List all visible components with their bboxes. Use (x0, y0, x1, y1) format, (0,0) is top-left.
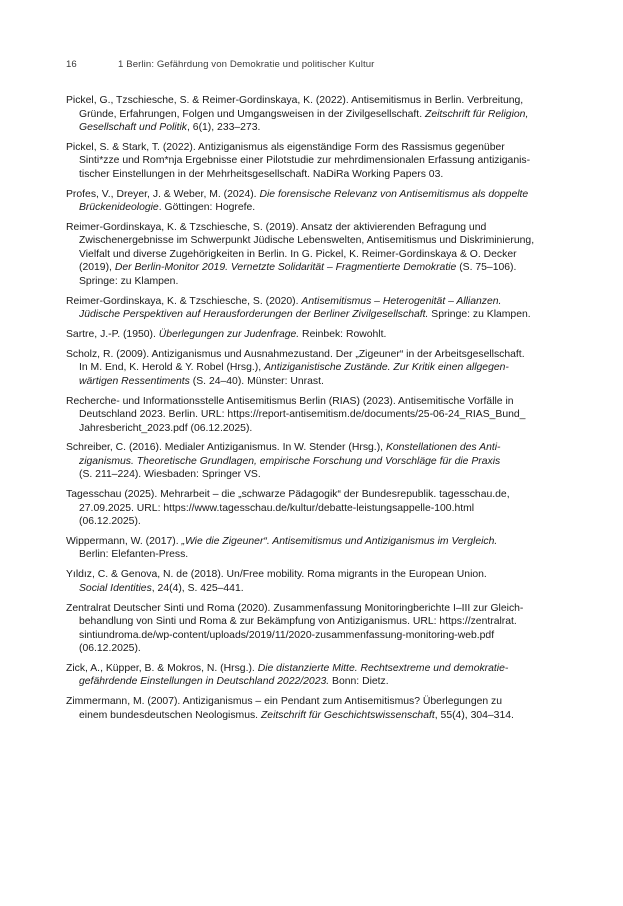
reference-text: Jahresbericht_2023.pdf (06.12.2025). (79, 422, 253, 434)
reference-text: Pickel, S. & Stark, T. (2022). Antiziganismus als eigenständige Form des Rassismus gegenüber (66, 141, 505, 153)
reference-italic-text: Zeitschrift für Religion, (424, 108, 529, 120)
reference-italic-text: Konstellationen des Anti- (385, 442, 501, 454)
reference-italic-text: Antisemitismus – Heterogenität – Allianzen. (301, 295, 502, 307)
reference-italic-text: Social Identities (79, 582, 152, 594)
reference-text: 27.09.2025. URL: https://www.tagesschau.de/kultur/debatte-leistungsappelle-100.html (79, 502, 475, 514)
reference-entry (66, 695, 560, 722)
reference-text: Sartre, J.-P. (1950). (66, 328, 159, 340)
reference-text: (S. 211–224). Wiesbaden: Springer VS. (79, 469, 261, 481)
reference-entry (66, 441, 560, 482)
reference-italic-text: ziganismus. Theoretische Grundlagen, empirische Forschung und Vorschläge für die Praxis (79, 455, 501, 467)
reference-text: Reimer-Gordinskaya, K. & Tzschiesche, S. (2019). Ansatz der aktivierenden Befragung und (66, 221, 487, 233)
reference-text: Sinti*zze und Rom*nja Ergebnisse einer Pilotstudie zur mehrdimensionalen Erfassung antiziganis- (79, 155, 531, 167)
reference-italic-text: Die distanzierte Mitte. Rechtsextreme und demokratie- (257, 662, 509, 674)
reference-entry (66, 295, 560, 322)
reference-text: Zimmermann, M. (2007). Antiziganismus – ein Pendant zum Antisemitismus? Überlegungen zu (66, 696, 503, 708)
reference-text: Zentralrat Deutscher Sinti und Roma (2020). Zusammenfassung Monitoringberichte I–III zur Gleich- (66, 602, 524, 614)
reference-text: Gründe, Erfahrungen, Folgen und Umgangsweisen in der Zivilgesellschaft. (79, 108, 425, 120)
reference-text: Vielfalt und diverse Zugehörigkeiten in Berlin. In G. Pickel, K. Reimer-Gordinskaya & O. Decker (79, 248, 517, 260)
reference-text: Recherche- und Informationsstelle Antisemitismus Berlin (RIAS) (2023). Antisemitische Vorfälle in (66, 395, 514, 407)
reference-text: (06.12.2025). (79, 643, 141, 655)
reference-italic-text: Brückenideologie (79, 202, 159, 214)
reference-text: Zwischenergebnisse im Schwerpunkt Jüdische Lebenswelten, Antisemitismus und Diskriminierung, (79, 235, 535, 247)
reference-text: Springe: zu Klampen. (428, 309, 531, 321)
reference-text: (S. 75–106). (456, 262, 517, 274)
reference-italic-text: Jüdische Perspektiven auf Herausforderungen der Berliner Zivilgesellschaft. (79, 309, 429, 321)
reference-italic-text: gefährdende Einstellungen in Deutschland 2022/2023. (79, 676, 330, 688)
reference-text: Tagesschau (2025). Mehrarbeit – die „schwarze Pädagogik“ der Bundesrepublik. tagesschau.de, (66, 489, 510, 501)
reference-text: Wippermann, W. (2017). (66, 535, 182, 547)
reference-text: , 6(1), 233–273. (187, 122, 261, 133)
reference-text: , 55(4), 304–314. (434, 709, 514, 721)
reference-italic-text: Überlegungen zur Judenfrage. (158, 328, 300, 340)
reference-text: Profes, V., Dreyer, J. & Weber, M. (2024). (66, 188, 260, 200)
reference-text: Deutschland 2023. Berlin. URL: https://report-antisemitism.de/documents/25-06-24_RIAS_Bund_ (79, 409, 526, 421)
reference-text: Zick, A., Küpper, B. & Mokros, N. (Hrsg.). (66, 662, 258, 674)
reference-entry (66, 188, 560, 215)
reference-entry (66, 395, 560, 436)
reference-entry (66, 488, 560, 529)
reference-entry (66, 662, 560, 689)
reference-text: einem bundesdeutschen Neologismus. (79, 709, 261, 721)
reference-text: sintiundroma.de/wp-content/uploads/2019/11/2020-zusammenfassung-monitoring-web.pdf (79, 629, 495, 641)
reference-text: Reimer-Gordinskaya, K. & Tzschiesche, S. (2020). (66, 295, 302, 307)
page-number: 16 (66, 59, 77, 70)
reference-text: (2019), (79, 262, 115, 274)
reference-text: (06.12.2025). (79, 516, 141, 528)
reference-text: Pickel, G., Tzschiesche, S. & Reimer-Gordinskaya, K. (2022). Antisemitismus in Berlin. Verbreitung, (66, 95, 524, 106)
reference-italic-text: wärtigen Ressentiments (79, 375, 190, 387)
reference-text: In M. End, K. Herold & Y. Robel (Hrsg.), (79, 362, 264, 374)
reference-text: Springe: zu Klampen. (79, 275, 179, 287)
reference-entry (66, 535, 560, 562)
reference-italic-text: Der Berlin-Monitor 2019. Vernetzte Solidarität – Fragmentierte Demokratie (114, 262, 457, 274)
reference-entry (66, 328, 560, 342)
reference-text: . Göttingen: Hogrefe. (158, 202, 256, 214)
reference-text: Bonn: Dietz. (329, 676, 389, 688)
reference-text: , 24(4), S. 425–441. (151, 582, 244, 594)
reference-entry (66, 348, 560, 389)
reference-text: tischer Einstellungen in der Mehrheitsgesellschaft. NaDiRa Working Papers 03. (79, 168, 444, 180)
reference-entry (66, 602, 560, 656)
reference-text: Schreiber, C. (2016). Medialer Antiziganismus. In W. Stender (Hrsg.), (66, 442, 386, 454)
reference-italic-text: „Wie die Zigeuner“. Antisemitismus und Antiziganismus im Vergleich. (181, 535, 498, 547)
running-head (66, 59, 374, 70)
chapter-title: 1 Berlin: Gefährdung von Demokratie und politischer Kultur (118, 59, 375, 70)
reference-text: Berlin: Elefanten-Press. (79, 549, 189, 561)
reference-italic-text: Gesellschaft und Politik (79, 122, 188, 133)
reference-entry (66, 94, 560, 135)
reference-italic-text: Antiziganistische Zustände. Zur Kritik einen allgegen- (264, 362, 509, 374)
reference-entry (66, 141, 560, 182)
reference-italic-text: Zeitschrift für Geschichtswissenschaft (260, 709, 435, 721)
reference-text: behandlung von Sinti und Roma & zur Bekämpfung von Antiziganismus. URL: https://zentralrat. (79, 616, 517, 628)
reference-text: (S. 24–40). Münster: Unrast. (189, 375, 324, 387)
reference-entry (66, 568, 560, 595)
reference-italic-text: Die forensische Relevanz von Antisemitismus als doppelte (259, 188, 529, 200)
reference-entry (66, 221, 560, 289)
reference-text: Reinbek: Rowohlt. (299, 328, 387, 340)
reference-text: Scholz, R. (2009). Antiziganismus und Ausnahmezustand. Der „Zigeuner“ in der Arbeitsgesellschaft. (66, 348, 525, 360)
reference-list (66, 94, 560, 728)
reference-text: Yıldız, C. & Genova, N. de (2018). Un/Free mobility. Roma migrants in the European Union. (66, 569, 487, 581)
